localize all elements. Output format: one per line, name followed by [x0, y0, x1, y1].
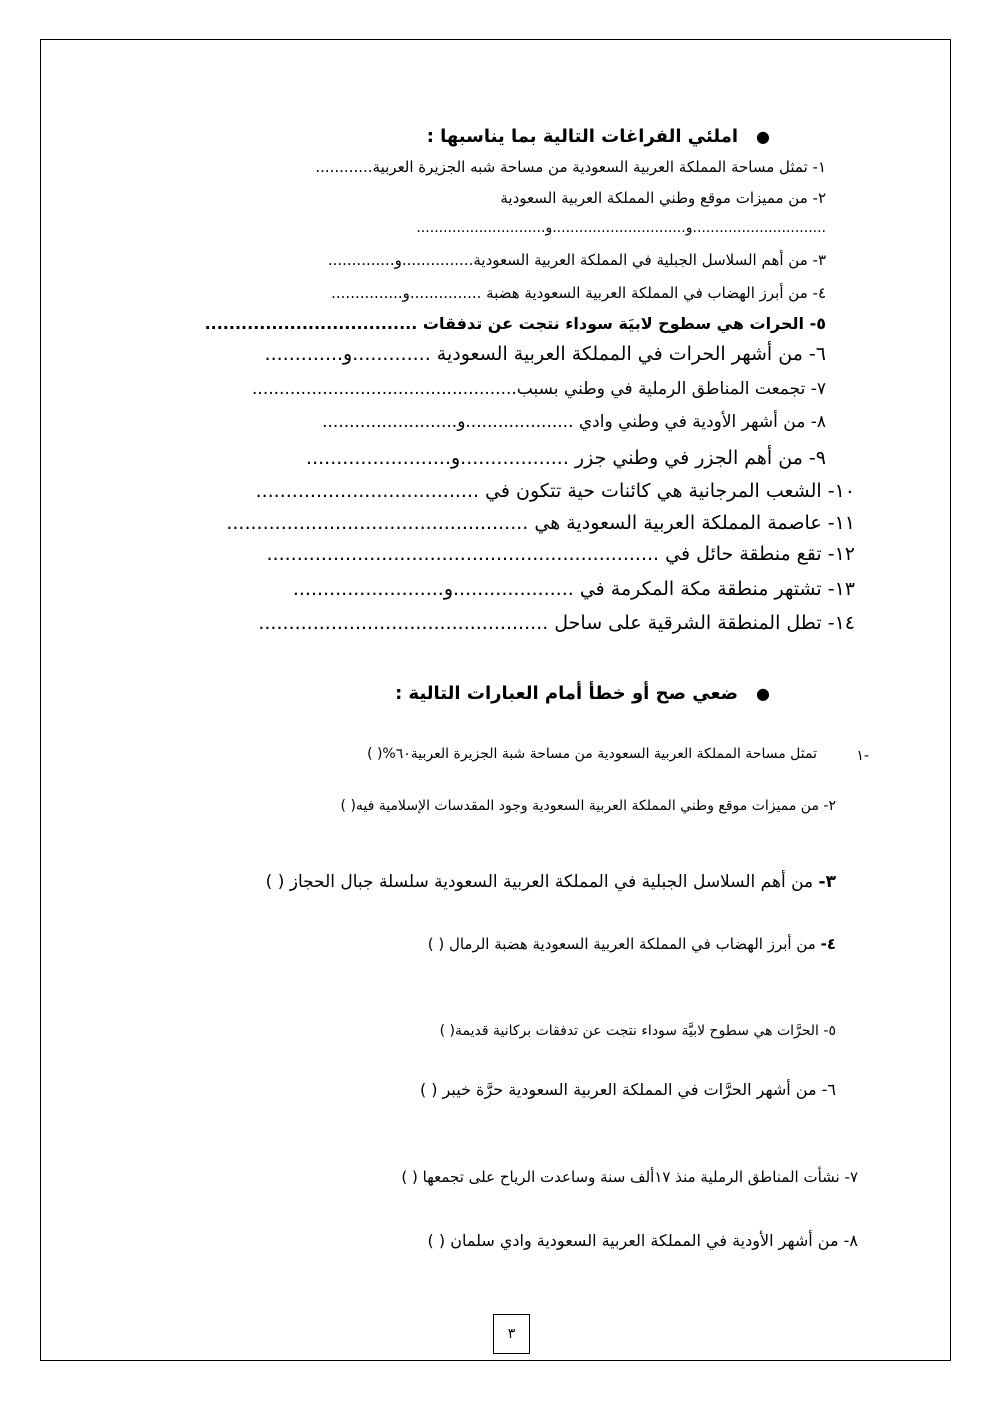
- fill-item-3: ٣- من أهم السلاسل الجبلية في المملكة العربية السعودية...............و..............: [327, 251, 826, 269]
- fill-item-2: ٢- من مميزات موقع وطني المملكة العربية السعودية: [500, 189, 826, 207]
- tf-item-5-text: الحرَّات هي سطوح لابيَّة سوداء نتجت عن تدفقات بركانية قديمة( ): [439, 1023, 819, 1039]
- fill-item-5: ٥- الحرات هي سطوح لابيَة سوداء نتجت عن تدفقات ...................................: [204, 314, 826, 333]
- tf-item-7-number: ٧-: [844, 1168, 858, 1186]
- tf-item-4-number: ٤-: [820, 935, 836, 953]
- tf-item-8-number: ٨-: [843, 1231, 858, 1250]
- fill-item-12: ١٢- تقع منطقة حائل في .................................................................: [266, 543, 855, 565]
- tf-item-3-text: من أهم السلاسل الجبلية في المملكة العربية السعودية سلسلة جبال الحجاز ( ): [265, 872, 814, 892]
- tf-item-7-text: نشأت المناطق الرملية منذ ١٧ألف سنة وساعدت الرياح على تجمعها ( ): [401, 1168, 840, 1186]
- tf-item-6: [420, 1080, 836, 1099]
- page-number: ٣: [493, 1314, 530, 1354]
- tf-item-8-text: من أشهر الأودية في المملكة العربية السعودية وادي سلمان ( ): [427, 1231, 839, 1250]
- fill-item-13: ١٣- تشتهر منطقة مكة المكرمة في ....................و.........................: [292, 578, 855, 600]
- tf-item-5: [440, 1023, 836, 1039]
- fill-item-6: ٦- من أشهر الحرات في المملكة العربية السعودية .............و.............: [264, 343, 826, 365]
- tf-item-6-number: ٦-: [821, 1080, 836, 1099]
- tf-item-1: تمثل مساحة المملكة العربية السعودية من مساحة شبة الجزيرة العربية٦٠%( ): [367, 746, 817, 762]
- bullet-icon: ●: [756, 127, 770, 146]
- fill-item-11: ١١- عاصمة المملكة العربية السعودية هي ..................................................: [226, 512, 855, 534]
- fill-heading: ●املئي الفراغات التالية بما يناسبها :: [426, 126, 770, 147]
- tf-item-2: [341, 798, 836, 814]
- fill-item-2-blanks: ..............................و..............................و.............................: [416, 220, 826, 236]
- tf-item-4-text: من أبرز الهضاب في المملكة العربية السعودية هضبة الرمال ( ): [427, 935, 816, 953]
- fill-item-1: ١- تمثل مساحة المملكة العربية السعودية من مساحة شبه الجزيرة العربية............: [315, 158, 826, 176]
- fill-item-7: ٧- تجمعت المناطق الرملية في وطني بسبب.................................................: [252, 379, 826, 399]
- tf-item-6-text: من أشهر الحرَّات في المملكة العربية السعودية حرَّة خيبر ( ): [419, 1080, 817, 1099]
- tf-item-2-number: ٢-: [823, 798, 836, 814]
- fill-item-10: ١٠- الشعب المرجانية هي كائنات حية تتكون في .....................................: [255, 480, 855, 502]
- tf-item-5-number: ٥-: [823, 1023, 836, 1039]
- fill-item-9: ٩- من أهم الجزر في وطني جزر ..................و........................: [306, 447, 826, 469]
- tf-item-3: [266, 872, 836, 892]
- tf-item-7: [401, 1168, 858, 1186]
- fill-item-8: ٨- من أشهر الأودية في وطني وادي ....................و.........................: [322, 412, 826, 432]
- tf-item-3-number: ٣-: [818, 872, 836, 892]
- tf-item-1-number: ١-: [856, 748, 869, 764]
- fill-item-14: ١٤- تطل المنطقة الشرقية على ساحل ................................................: [258, 612, 855, 634]
- tf-item-2-text: من مميزات موقع وطني المملكة العربية السعودية وجود المقدسات الإسلامية فيه( ): [340, 798, 819, 814]
- bullet-icon: ●: [756, 684, 770, 703]
- tf-heading: ●ضعي صح أو خطأ أمام العبارات التالية :: [395, 683, 770, 704]
- tf-item-4: [428, 935, 836, 953]
- tf-item-8: [428, 1231, 858, 1250]
- fill-item-4: ٤- من أبرز الهضاب في المملكة العربية السعودية هضبة ...............و...............: [331, 284, 826, 302]
